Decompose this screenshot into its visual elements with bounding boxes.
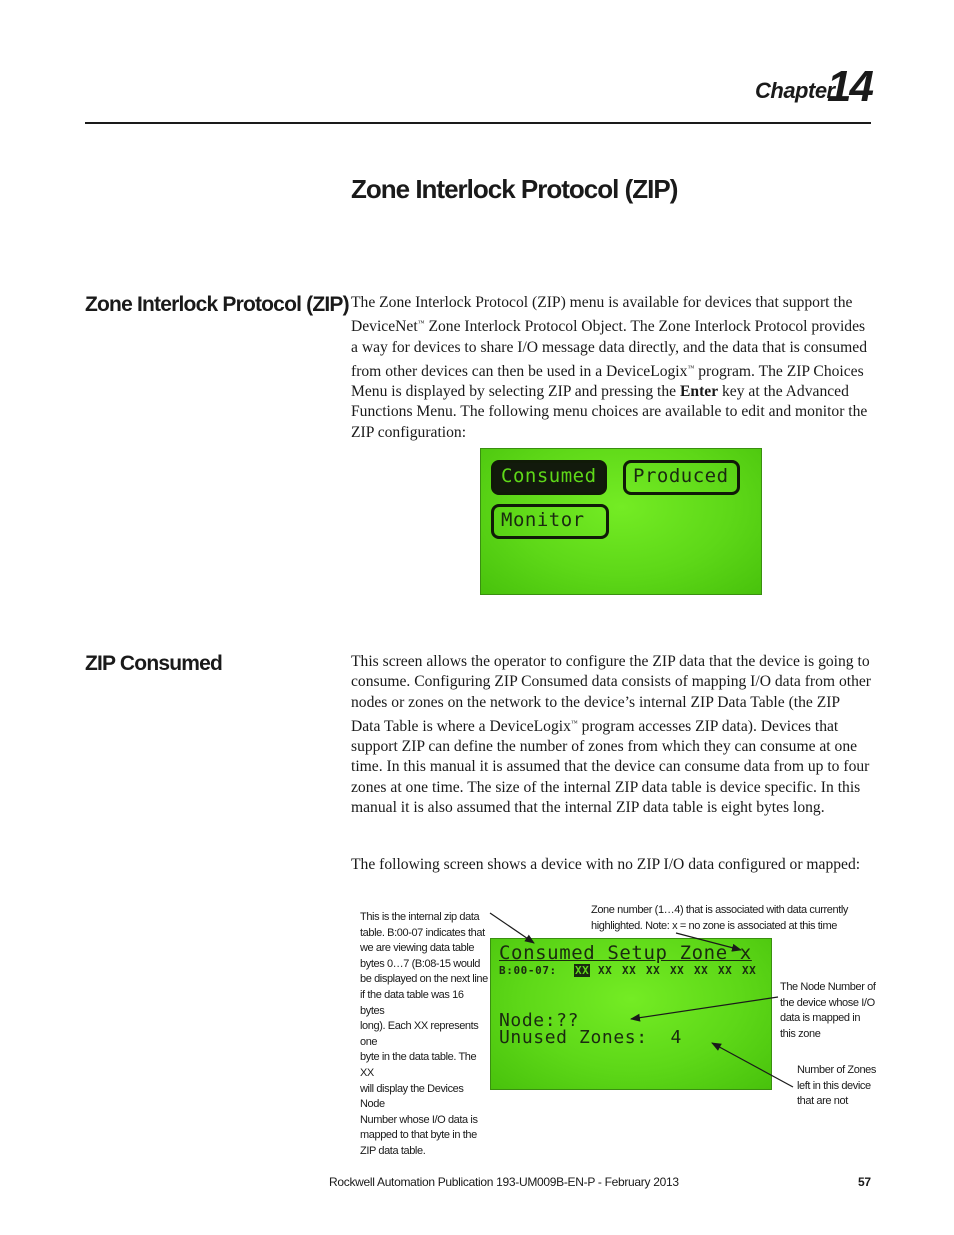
annotation-line: that are not xyxy=(797,1095,848,1108)
annotation-line: if the data table was 16 bytes xyxy=(360,988,464,1017)
footer-publication: Rockwell Automation Publication 193-UM009B-EN-P - February 2013 xyxy=(329,1175,679,1189)
lcd-node-field[interactable]: Node:?? xyxy=(499,1010,580,1031)
trademark-symbol: ™ xyxy=(417,319,425,328)
annotation-line: highlighted. Note: x = no zone is associated at this time xyxy=(591,919,837,932)
enter-key-label: Enter xyxy=(680,383,719,401)
zip-intro-text-a: The Zone Interlock Protocol (ZIP) menu is available for devices that support the DeviceNet xyxy=(351,294,853,336)
annotation-line: bytes 0…7 (B:08-15 would xyxy=(360,957,481,970)
annotation-line: left in this device xyxy=(797,1079,871,1092)
annotation-line: Number whose I/O data is xyxy=(360,1113,478,1126)
arrow-zone-number xyxy=(676,933,741,950)
consumed-menu-button[interactable]: Consumed xyxy=(491,460,607,495)
lcd-data-cell[interactable]: XX xyxy=(742,964,757,977)
annotation-line: This is the internal zip data xyxy=(360,911,480,923)
annotation-line: table. B:00-07 indicates that xyxy=(360,926,485,939)
lcd-unused-zones: Unused Zones: 4 xyxy=(499,1027,682,1048)
annotation-line: mapped to that byte in the xyxy=(360,1129,477,1142)
lcd-data-cell[interactable]: XX xyxy=(622,964,637,977)
lcd-data-cell[interactable]: XX xyxy=(575,964,590,977)
arrow-unused-zones xyxy=(712,1043,793,1087)
annotation-line: we are viewing data table xyxy=(360,942,475,955)
annotation-line: ZIP data table. xyxy=(360,1144,426,1157)
lcd-data-cell[interactable]: XX xyxy=(598,964,613,977)
annotation-line: the device whose I/O xyxy=(780,996,875,1009)
monitor-menu-button[interactable]: Monitor xyxy=(491,504,609,539)
trademark-symbol: ™ xyxy=(570,718,578,727)
page-title: Zone Interlock Protocol (ZIP) xyxy=(351,174,678,204)
chapter-number: 14 xyxy=(827,62,872,111)
chapter-label: Chapter xyxy=(755,78,835,103)
annotation-line: Zone number (1…4) that is associated with data currently xyxy=(591,904,849,916)
annotation-line: long). Each XX represents one xyxy=(360,1020,479,1048)
annotation-line: byte in the data table. The XX xyxy=(360,1051,477,1079)
zip-consumed-text-a: This screen allows the operator to configure the ZIP data that the device is going to consume. Configuring ZIP Consumed data consists of mapping I/O data from other nodes or zones on the network to the device’s internal ZIP Data Table (the ZIP Data Table is where a DeviceLogix xyxy=(351,653,871,735)
annotation-line: this zone xyxy=(780,1027,821,1040)
annotation-line: Number of Zones xyxy=(797,1064,876,1076)
annotation-line: The Node Number of xyxy=(780,981,876,993)
lcd-data-cell[interactable]: XX xyxy=(718,964,733,977)
annotation-line: will display the Devices Node xyxy=(360,1082,464,1111)
section-heading-zip: Zone Interlock Protocol (ZIP) xyxy=(85,293,349,316)
lcd-byte-range: B:00-07: xyxy=(499,964,557,977)
section-heading-zip-consumed: ZIP Consumed xyxy=(85,652,223,675)
annotation-line: be displayed on the next line xyxy=(360,973,488,986)
zip-intro-text-c: program. The ZIP Choices Menu is displayed by selecting ZIP and pressing the xyxy=(351,362,864,401)
footer-page-number: 57 xyxy=(858,1175,871,1189)
zip-intro-text-d: key at the Advanced Functions Menu. The following menu choices are available to edit and monitor the ZIP configuration: xyxy=(351,383,868,441)
arrow-data-table xyxy=(490,913,534,943)
lcd-data-cell[interactable]: XX xyxy=(694,964,709,977)
zip-consumed-text-b: program accesses ZIP data). Devices that support ZIP can define the number of zones from which they can consume at one time. In this manual it is assumed that the device can consume data from up to four zones at one time. The size of the internal ZIP data table is device specific. In this manual it is also assumed that the internal ZIP data table is eight bytes long. xyxy=(351,717,870,817)
zip-intro-text-b: Zone Interlock Protocol Object. The Zone Interlock Protocol provides a way for devices to share I/O message data directly, and the data that is consumed from other devices can then be used in a DeviceLogix xyxy=(351,318,867,380)
trademark-symbol: ™ xyxy=(687,363,695,372)
zip-consumed-screen-intro: The following screen shows a device with no ZIP I/O data configured or mapped: xyxy=(351,856,861,873)
produced-menu-button[interactable]: Produced xyxy=(623,460,740,495)
lcd-data-cell[interactable]: XX xyxy=(646,964,661,977)
lcd-data-cell[interactable]: XX xyxy=(670,964,685,977)
annotation-line: data is mapped in xyxy=(780,1012,861,1025)
lcd-setup-title: Consumed Setup Zone x xyxy=(499,942,752,964)
arrow-node-number xyxy=(631,997,778,1019)
